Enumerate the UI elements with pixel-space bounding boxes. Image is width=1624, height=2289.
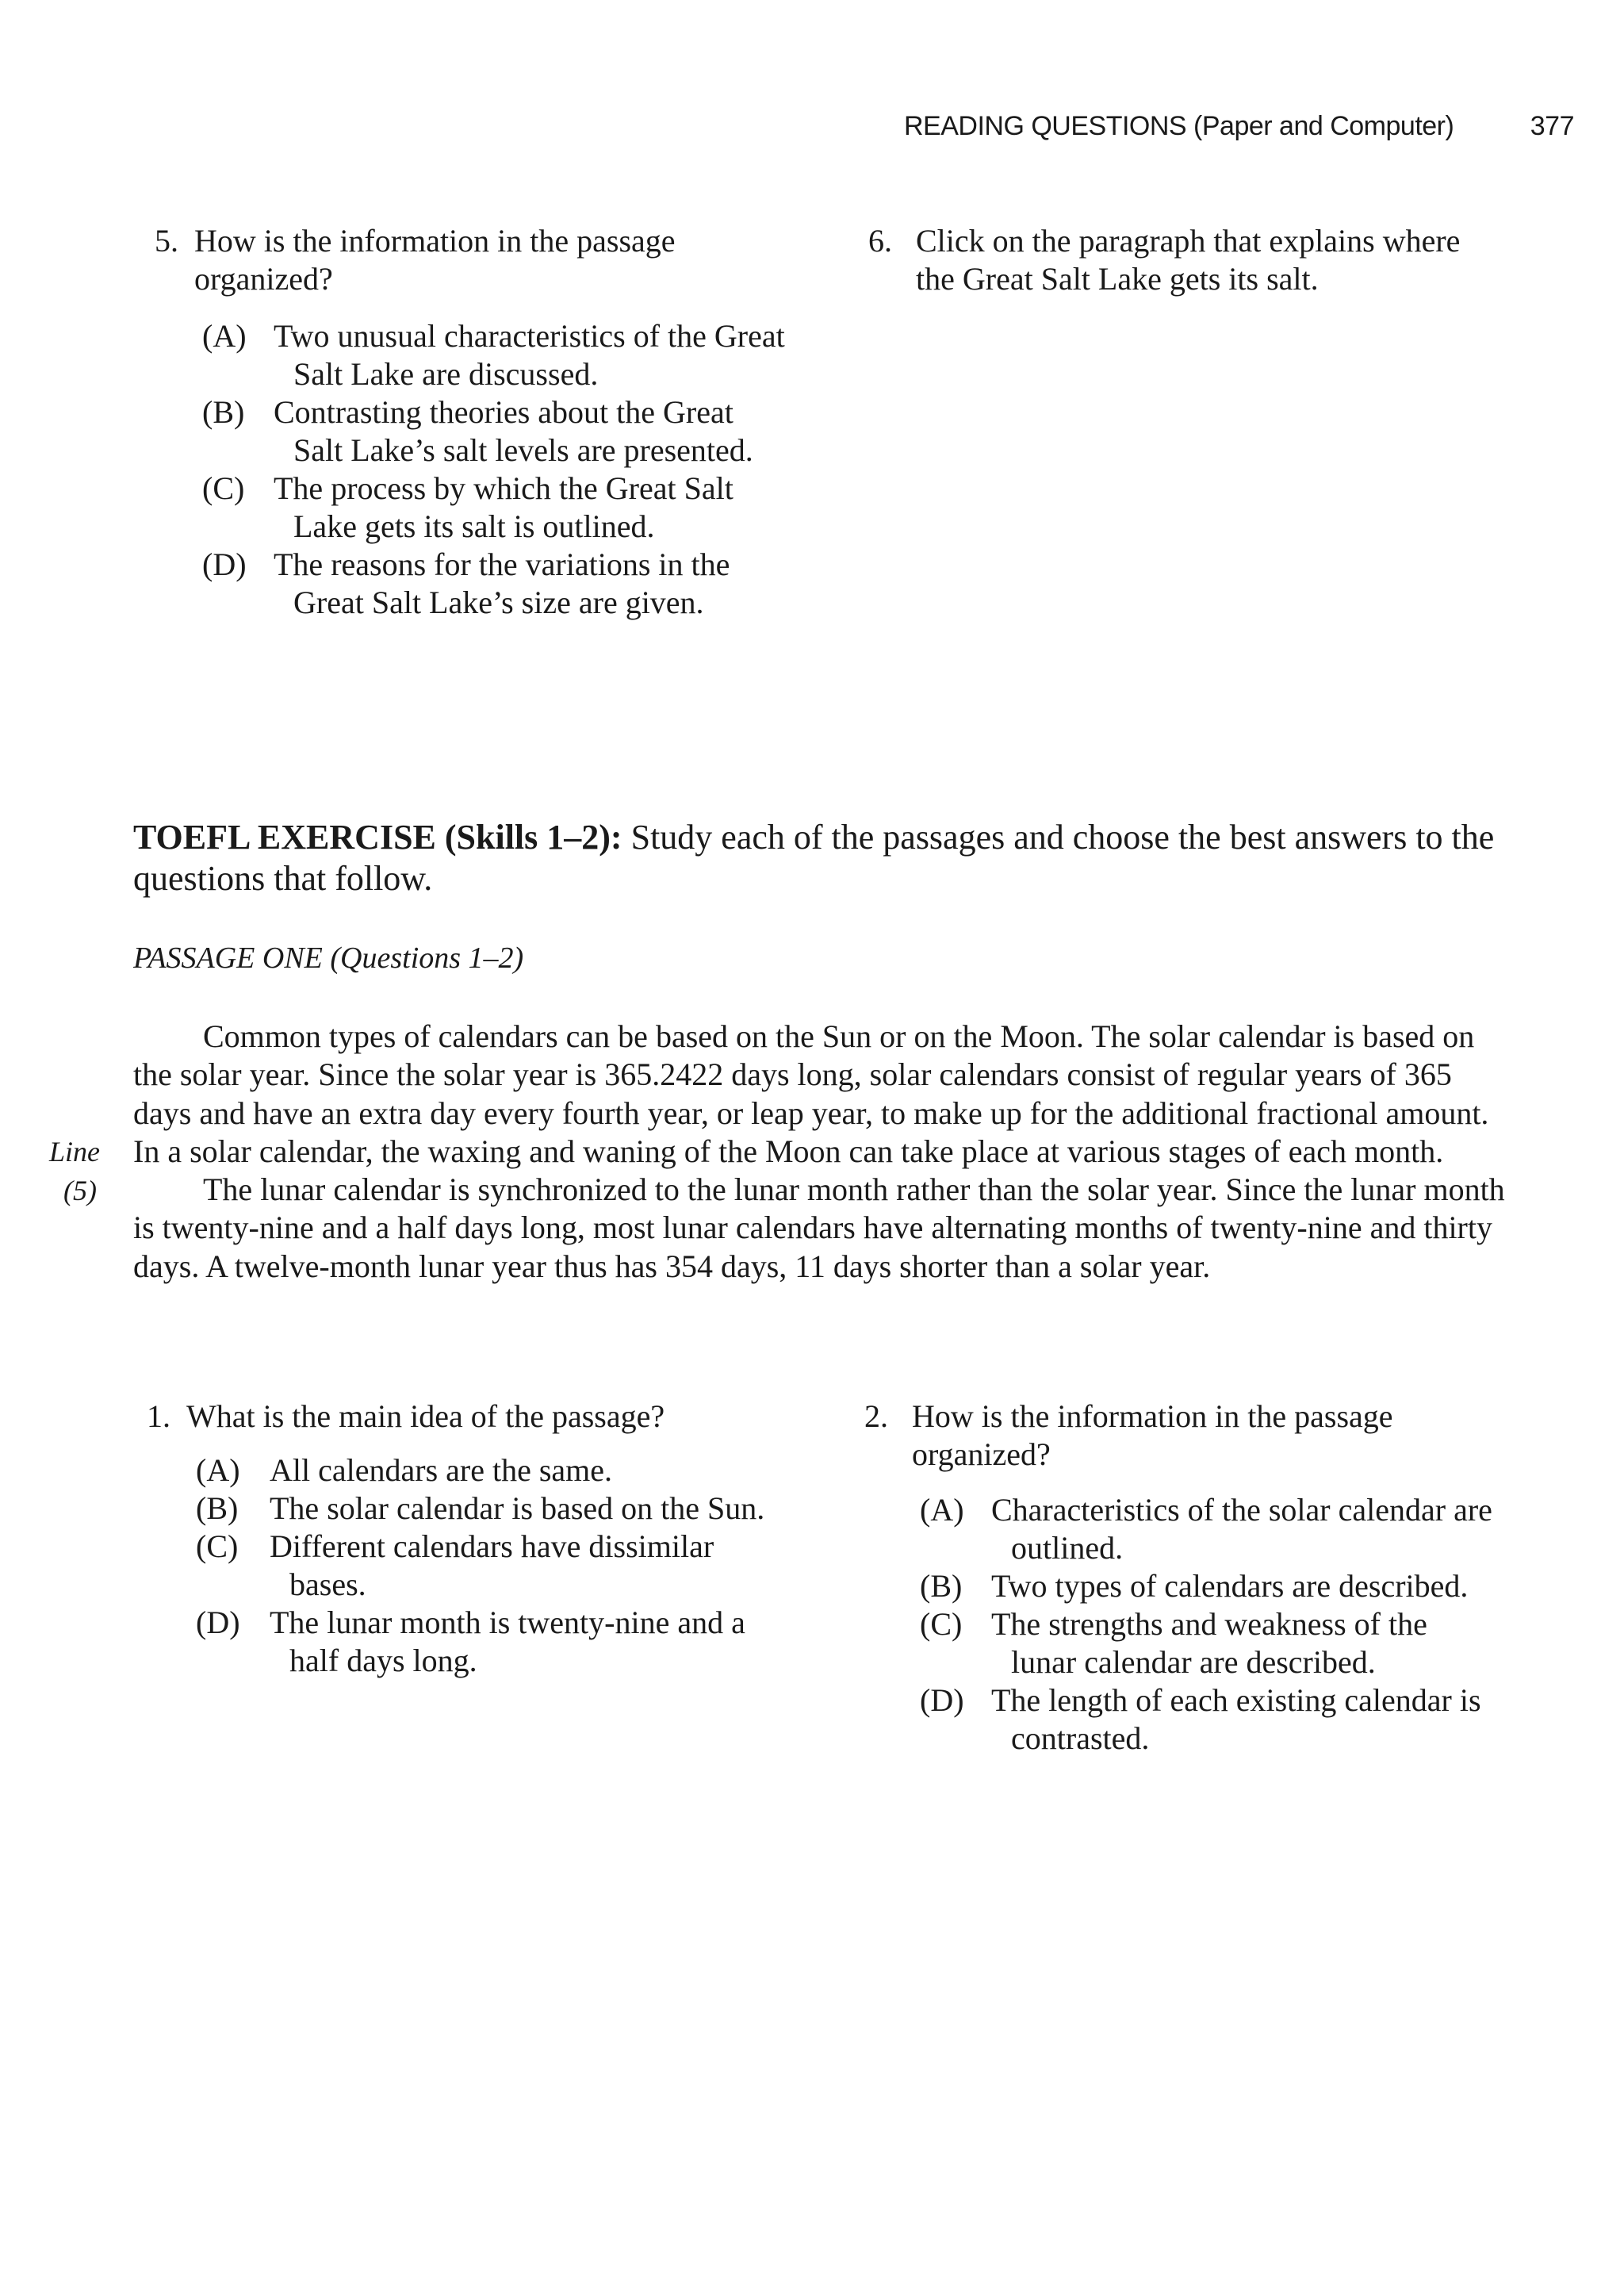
answer-option-b[interactable] bbox=[864, 1567, 1499, 1605]
option-text: The lunar month is twenty-nine and a half days long. bbox=[270, 1605, 745, 1678]
question-number: 1. bbox=[147, 1398, 170, 1434]
option-text: All calendars are the same. bbox=[270, 1452, 613, 1488]
question-stem bbox=[864, 1398, 1483, 1474]
option-text: The solar calendar is based on the Sun. bbox=[270, 1490, 765, 1526]
option-text: The strengths and weakness of the lunar calendar are described. bbox=[991, 1606, 1427, 1680]
question-2 bbox=[864, 1398, 1499, 1758]
exercise-heading bbox=[133, 817, 1513, 899]
option-letter: (B) bbox=[920, 1568, 963, 1604]
page-number: 377 bbox=[1530, 111, 1574, 141]
answer-option-d[interactable] bbox=[147, 1604, 781, 1680]
option-letter: (B) bbox=[196, 1490, 239, 1526]
answer-options bbox=[155, 317, 789, 622]
option-letter: (D) bbox=[202, 546, 247, 582]
option-text: Two unusual characteristics of the Great Salt Lake are discussed. bbox=[274, 318, 785, 392]
question-stem bbox=[155, 222, 789, 298]
passage-title: PASSAGE ONE (Questions 1–2) bbox=[133, 941, 524, 975]
option-letter: (C) bbox=[920, 1606, 963, 1642]
question-text: Click on the paragraph that explains where the Great Salt Lake gets its salt. bbox=[916, 223, 1461, 297]
answer-option-a[interactable] bbox=[864, 1491, 1499, 1567]
header-title: READING QUESTIONS (Paper and Computer) bbox=[904, 111, 1454, 141]
option-letter: (C) bbox=[196, 1528, 239, 1564]
option-text: The reasons for the variations in the Great Salt Lake’s size are given. bbox=[274, 546, 730, 620]
passage-paragraph: Common types of calendars can be based on the Sun or on the Moon. The solar calendar is based on the solar year. Since the solar year is 365.2422 days long, solar calendars consist of regular years of 365 days and have an extra day every fourth year, or leap year, to make up for the additional fractional amount. In a solar calendar, the waxing and waning of the Moon can take place at various stages of each month. bbox=[133, 1018, 1489, 1169]
answer-option-c[interactable] bbox=[864, 1605, 1499, 1681]
exercise-instruction: Study each of the passages and choose the best answers to the questions that follow. bbox=[133, 818, 1495, 898]
answer-option-a[interactable] bbox=[155, 317, 789, 393]
option-letter: (B) bbox=[202, 394, 245, 430]
option-letter: (A) bbox=[920, 1492, 964, 1528]
passage-paragraph: The lunar calendar is synchronized to the lunar month rather than the solar year. Since the lunar month is twenty-nine and a half days long, most lunar calendars have alternating months of twenty-nine and thirty days. A twelve-month lunar year thus has 354 days, 11 days shorter than a solar year. bbox=[133, 1171, 1505, 1284]
question-number: 6. bbox=[868, 223, 892, 259]
answer-option-c[interactable] bbox=[155, 470, 789, 546]
option-text: Contrasting theories about the Great Salt Lake’s salt levels are presented. bbox=[274, 394, 753, 468]
answer-option-d[interactable] bbox=[864, 1681, 1499, 1758]
exercise-label: TOEFL EXERCISE (Skills 1–2): bbox=[133, 818, 622, 857]
answer-options bbox=[147, 1451, 781, 1680]
option-letter: (C) bbox=[202, 470, 245, 506]
line-number: (5) bbox=[63, 1175, 97, 1206]
question-text: What is the main idea of the passage? bbox=[186, 1398, 665, 1434]
question-text: How is the information in the passage organized? bbox=[194, 223, 676, 297]
question-stem bbox=[868, 222, 1487, 298]
option-letter: (A) bbox=[196, 1452, 240, 1488]
option-text: Characteristics of the solar calendar are outlined. bbox=[991, 1492, 1492, 1566]
question-text: How is the information in the passage organized? bbox=[912, 1398, 1393, 1472]
option-letter: (A) bbox=[202, 318, 247, 354]
option-letter: (D) bbox=[196, 1605, 240, 1640]
option-text: Different calendars have dissimilar bases. bbox=[270, 1528, 714, 1602]
answer-option-c[interactable] bbox=[147, 1528, 781, 1604]
answer-option-d[interactable] bbox=[155, 546, 789, 622]
question-1 bbox=[147, 1398, 781, 1680]
answer-options bbox=[864, 1491, 1499, 1758]
option-text: Two types of calendars are described. bbox=[991, 1568, 1469, 1604]
option-letter: (D) bbox=[920, 1682, 964, 1718]
option-text: The process by which the Great Salt Lake gets its salt is outlined. bbox=[274, 470, 733, 544]
line-label: Line bbox=[49, 1136, 101, 1168]
answer-option-b[interactable] bbox=[155, 393, 789, 470]
question-stem bbox=[147, 1398, 781, 1436]
answer-option-a[interactable] bbox=[147, 1451, 781, 1490]
question-number: 5. bbox=[155, 223, 178, 259]
answer-option-b[interactable] bbox=[147, 1490, 781, 1528]
option-text: The length of each existing calendar is contrasted. bbox=[991, 1682, 1481, 1756]
question-6 bbox=[868, 222, 1487, 298]
question-5 bbox=[155, 222, 789, 622]
question-number: 2. bbox=[864, 1398, 888, 1434]
passage-text bbox=[133, 1018, 1513, 1286]
